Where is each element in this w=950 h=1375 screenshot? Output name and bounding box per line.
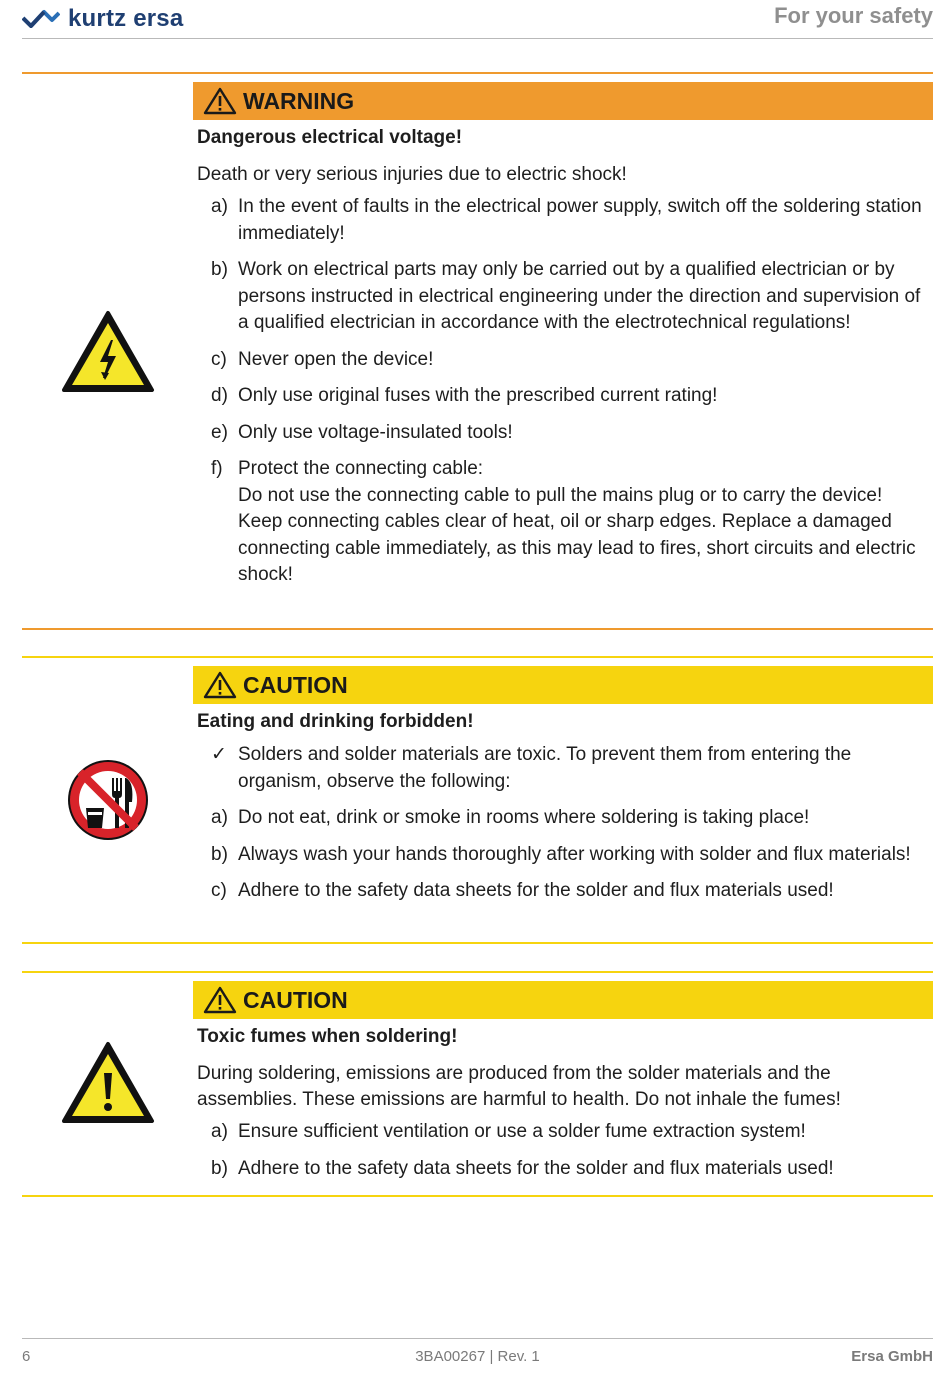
warning-block-electrical [22,72,933,630]
kurtz-ersa-logo-mark-icon [22,6,60,33]
banner-label: WARNING [243,87,355,114]
block-intro: Death or very serious injuries due to electric shock! [197,164,627,185]
banner-label: CAUTION [243,671,348,698]
warning-triangle-icon [203,986,237,1014]
warning-triangle-icon [203,671,237,699]
list-item: b) Adhere to the safety data sheets for the solder and flux materials used! [211,1157,834,1179]
company-name: Ersa GmbH [851,1348,933,1365]
block-headline: Eating and drinking forbidden! [197,711,474,732]
caution-block-toxic-fumes [22,971,933,1197]
warning-triangle-icon [203,87,237,115]
instruction-list [193,1119,933,1182]
document-reference: 3BA00267 | Rev. 1 [415,1348,540,1365]
brand-logo [22,5,183,33]
no-eating-drinking-icon [66,758,150,847]
page-footer [22,1338,933,1365]
warning-banner [193,82,933,120]
electrical-voltage-warning-icon [61,310,155,399]
page-number: 6 [22,1348,31,1365]
list-item: d) Only use original fuses with the prescribed current rating! [211,385,718,406]
list-item: c) Never open the device! [211,348,434,370]
list-item: a) Do not eat, drink or smoke in rooms where soldering is taking place! [211,807,810,828]
list-item: a) In the event of faults in the electrical power supply, switch off the soldering station immediately! [211,196,922,244]
block-intro: During soldering, emissions are produced from the solder materials and the assemblies. These emissions are harmful to health. Do not inhale the fumes! [197,1063,841,1110]
block-headline: Dangerous electrical voltage! [197,127,463,148]
list-item: c) Adhere to the safety data sheets for the solder and flux materials used! [211,880,834,901]
logo-text: kurtz ersa [68,5,184,32]
list-item: b) Work on electrical parts may only be carried out by a qualified electrician or by persons instructed in electrical engineering under the direction and supervision of a qualified electrician in accordance with the electrotechnical regulations! [211,259,921,333]
instruction-list [193,742,933,905]
caution-banner [193,981,933,1019]
list-item: b) Always wash your hands thoroughly after working with solder and flux materials! [211,843,911,865]
caution-banner [193,666,933,704]
block-headline: Toxic fumes when soldering! [197,1026,458,1047]
list-item: e) Only use voltage-insulated tools! [211,421,513,443]
banner-label: CAUTION [243,986,348,1013]
caution-block-eating-drinking [22,656,933,944]
section-title: For your safety [774,3,933,28]
instruction-list [193,194,933,589]
list-item: ✓ Solders and solder materials are toxic. To prevent them from entering the organism, observe the following: [211,744,852,792]
general-warning-icon [61,1041,155,1130]
list-item: a) Ensure sufficient ventilation or use a solder fume extraction system! [211,1121,806,1142]
page-header [22,0,933,39]
list-item: f) Protect the connecting cable: Do not use the connecting cable to pull the mains plug or to carry the device! Keep connecting cables clear of heat, oil or sharp edges. Replace a damaged connecting cable immediately, as this may lead to fires, short circuits and electric shock! [211,458,916,585]
